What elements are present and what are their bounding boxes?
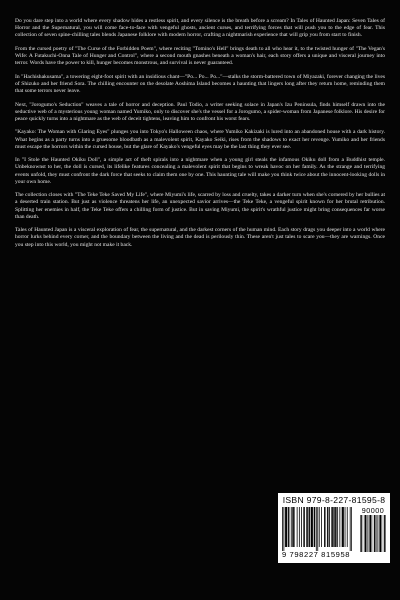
addon-bar	[371, 515, 372, 552]
barcode-bar	[311, 507, 312, 547]
barcode-bar	[303, 507, 304, 547]
barcode-bar	[337, 507, 338, 547]
barcode-bar	[347, 507, 348, 547]
addon-bar	[384, 515, 385, 552]
addon-bar	[360, 515, 361, 552]
blurb-paragraph: "Kayako: The Woman with Glaring Eyes" plunges you into Tokyo's Halloween chaos, where Yumiko Kakizaki is lured into an abandoned house with a dark history. What begins as a party turns into a gruesome bloodbath as a malevolent spirit, Kayako Seiki, rises from the shadows to exact her revenge. Yumiko and her friends must escape the horrors within the cursed house, but the glare of Kayako's vengeful eyes may be the last thing they ever see.	[15, 129, 385, 150]
addon-bar	[377, 515, 378, 552]
addon-bar	[370, 515, 371, 552]
blurb-paragraph: Do you dare step into a world where every shadow hides a restless spirit, and every silence is the breath before a scream? In Tales of Haunted Japan: Seven Tales of Horror and the Supernatural, you will come face-to-face with vengeful ghosts, ancient curses, and terrifying forces that will push you to the edge of fear. This collection of seven spine-chilling tales blends Japanese folklore with modern horror, crafting a nightmarish experience that will grip you from start to finish.	[15, 18, 385, 39]
barcode-bar	[286, 507, 287, 547]
barcode-bar	[314, 507, 315, 547]
barcode-bar	[317, 507, 318, 551]
blurb-paragraph: In "I Stole the Haunted Okiku Doll", a simple act of theft spirals into a nightmare when a young girl steals the infamous Okiku doll from a Buddhist temple. Unbeknownst to her, the doll is cursed, its lifelike features concealing a malevolent spirit that begins to wreak havoc on her family. As the strange and terrifying events unfold, they must confront the dark force that seeks to claim them one by one. This haunting tale will make you think twice about the innocent-looking dolls in your own home.	[15, 157, 385, 185]
addon-bar	[384, 515, 385, 552]
blurb-paragraph: The collection closes with "The Teke Teke Saved My Life", where Miyumi's life, scarred by loss and cruelty, takes a darker turn when she's cornered by her bullies at a deserted train station. But just as violence threatens her life, an unexpected savior arrives—the Teke Teke, a vengeful spirit known for her brutal retribution. Splitting her enemies in half, the Teke Teke offers a chilling form of justice. But in saving Miyumi, the spirit's wrathful justice might bring consequences far worse than death.	[15, 192, 385, 220]
barcode-bar	[324, 507, 325, 547]
barcode-bar	[309, 507, 310, 547]
addon-bar	[380, 515, 381, 552]
barcode-bar	[333, 507, 334, 547]
barcode-bar	[328, 507, 329, 547]
barcode-bar	[301, 507, 302, 547]
barcode-bar	[293, 507, 294, 547]
addon-bar	[367, 515, 368, 552]
addon-bar	[362, 515, 363, 552]
barcode-bar	[292, 507, 293, 547]
barcode-bar	[345, 507, 346, 547]
blurb-paragraph: In "Hachishakusama", a towering eight-foot spirit with an insidious chant—"Po... Po... Po..."—stalks the storm-battered town of Miyazaki, forever changing the lives of Shizuko and her friend Sora. The chilling encounter on the desolate Aoshima Island becomes a haunting that lingers long after they return home, reminding them that some terrors never leave.	[15, 73, 385, 95]
blurb-paragraph: From the cursed poetry of "The Curse of the Forbidden Poem", where reciting "Tomino's Hell" brings death to all who hear it, to the twisted hunger of "The Vegan's Wife: A Futakuchi-Onna Tale of Hunger and Control", where a second mouth gnashes beneath a woman's hair, each story offers a unique and visceral journey into terror. Words have the power to kill, hunger becomes monstrous, and survival is never guaranteed.	[15, 45, 385, 67]
addon-bar	[365, 515, 366, 552]
barcode-bar	[351, 507, 352, 551]
barcode-bar	[294, 507, 295, 547]
price-code: 90000	[361, 506, 385, 515]
barcode-bar	[350, 507, 351, 551]
addon-bar	[372, 515, 373, 552]
addon-bar	[366, 515, 367, 552]
barcode-bar	[288, 507, 289, 547]
barcode-bar	[289, 507, 290, 547]
barcode-bar	[334, 507, 335, 547]
barcode-bar	[343, 507, 344, 547]
addon-bar	[368, 515, 369, 552]
addon-bar	[380, 515, 381, 552]
barcode-bar	[325, 507, 326, 547]
addon-bar	[375, 515, 376, 552]
barcode-bar	[335, 507, 336, 547]
barcode-bar	[283, 507, 284, 551]
addon-bar	[369, 515, 370, 552]
barcode-bar	[331, 507, 332, 547]
addon-bar	[374, 515, 375, 552]
barcode-bar	[311, 507, 312, 547]
barcode-bar	[329, 507, 330, 547]
barcode-bar	[309, 507, 310, 547]
barcode-bar	[314, 507, 315, 547]
barcode-bar	[312, 507, 313, 547]
barcode-bar	[339, 507, 340, 547]
barcode-bar	[285, 507, 286, 547]
barcode-bar	[306, 507, 307, 547]
barcode-digits: 9 798227 815958	[282, 550, 351, 559]
blurb-text	[15, 18, 385, 255]
barcode-bar	[319, 507, 320, 547]
barcode-bar	[282, 507, 283, 551]
isbn-label: ISBN 979-8-227-81595-8	[282, 495, 386, 505]
barcode-bar	[321, 507, 322, 547]
barcode-bar	[332, 507, 333, 547]
addon-bar	[374, 515, 375, 552]
isbn-barcode-block	[278, 493, 390, 563]
addon-bar	[379, 515, 380, 552]
barcode-bar	[291, 507, 292, 547]
barcode-bar	[336, 507, 337, 547]
addon-bar	[378, 515, 379, 552]
addon-bar	[385, 515, 386, 552]
barcode-bar	[342, 507, 343, 547]
barcode-bar	[297, 507, 298, 547]
barcode-bar	[286, 507, 287, 547]
barcode-bar	[327, 507, 328, 547]
addon-bar	[364, 515, 365, 552]
addon-bar	[361, 515, 362, 552]
barcode-bars-row	[282, 507, 386, 552]
addon-barcode	[360, 515, 386, 552]
barcode-bar	[342, 507, 343, 547]
barcode-bar	[316, 507, 317, 551]
blurb-paragraph: Tales of Haunted Japan is a visceral exploration of fear, the supernatural, and the darkest corners of the human mind. Each story drags you deeper into a world where horror lurks behind every corner, and the boundary between the living and the dead is perilously thin. These aren't just tales to scare you—they are warnings. Once you step into this world, you might not make it back.	[15, 227, 385, 248]
addon-bar	[382, 515, 383, 552]
barcode-bar	[307, 507, 308, 547]
barcode-bar	[299, 507, 300, 547]
price-addon	[360, 507, 386, 552]
barcode-bar	[304, 507, 305, 547]
blurb-paragraph: Next, "Jorogumo's Seduction" weaves a tale of horror and deception. Paul Todio, a writer seeking solace in Japan's Izu Peninsula, finds himself drawn into the seductive web of a mysterious young woman named Yumiko, only to discover she's the vessel for a Jorogumo, a spider-woman from Japanese folklore. His desire for peace quickly turns into a nightmare as the web of deceit tightens, leaving him to confront his worst fears.	[15, 101, 385, 122]
ean13-barcode	[282, 507, 352, 551]
